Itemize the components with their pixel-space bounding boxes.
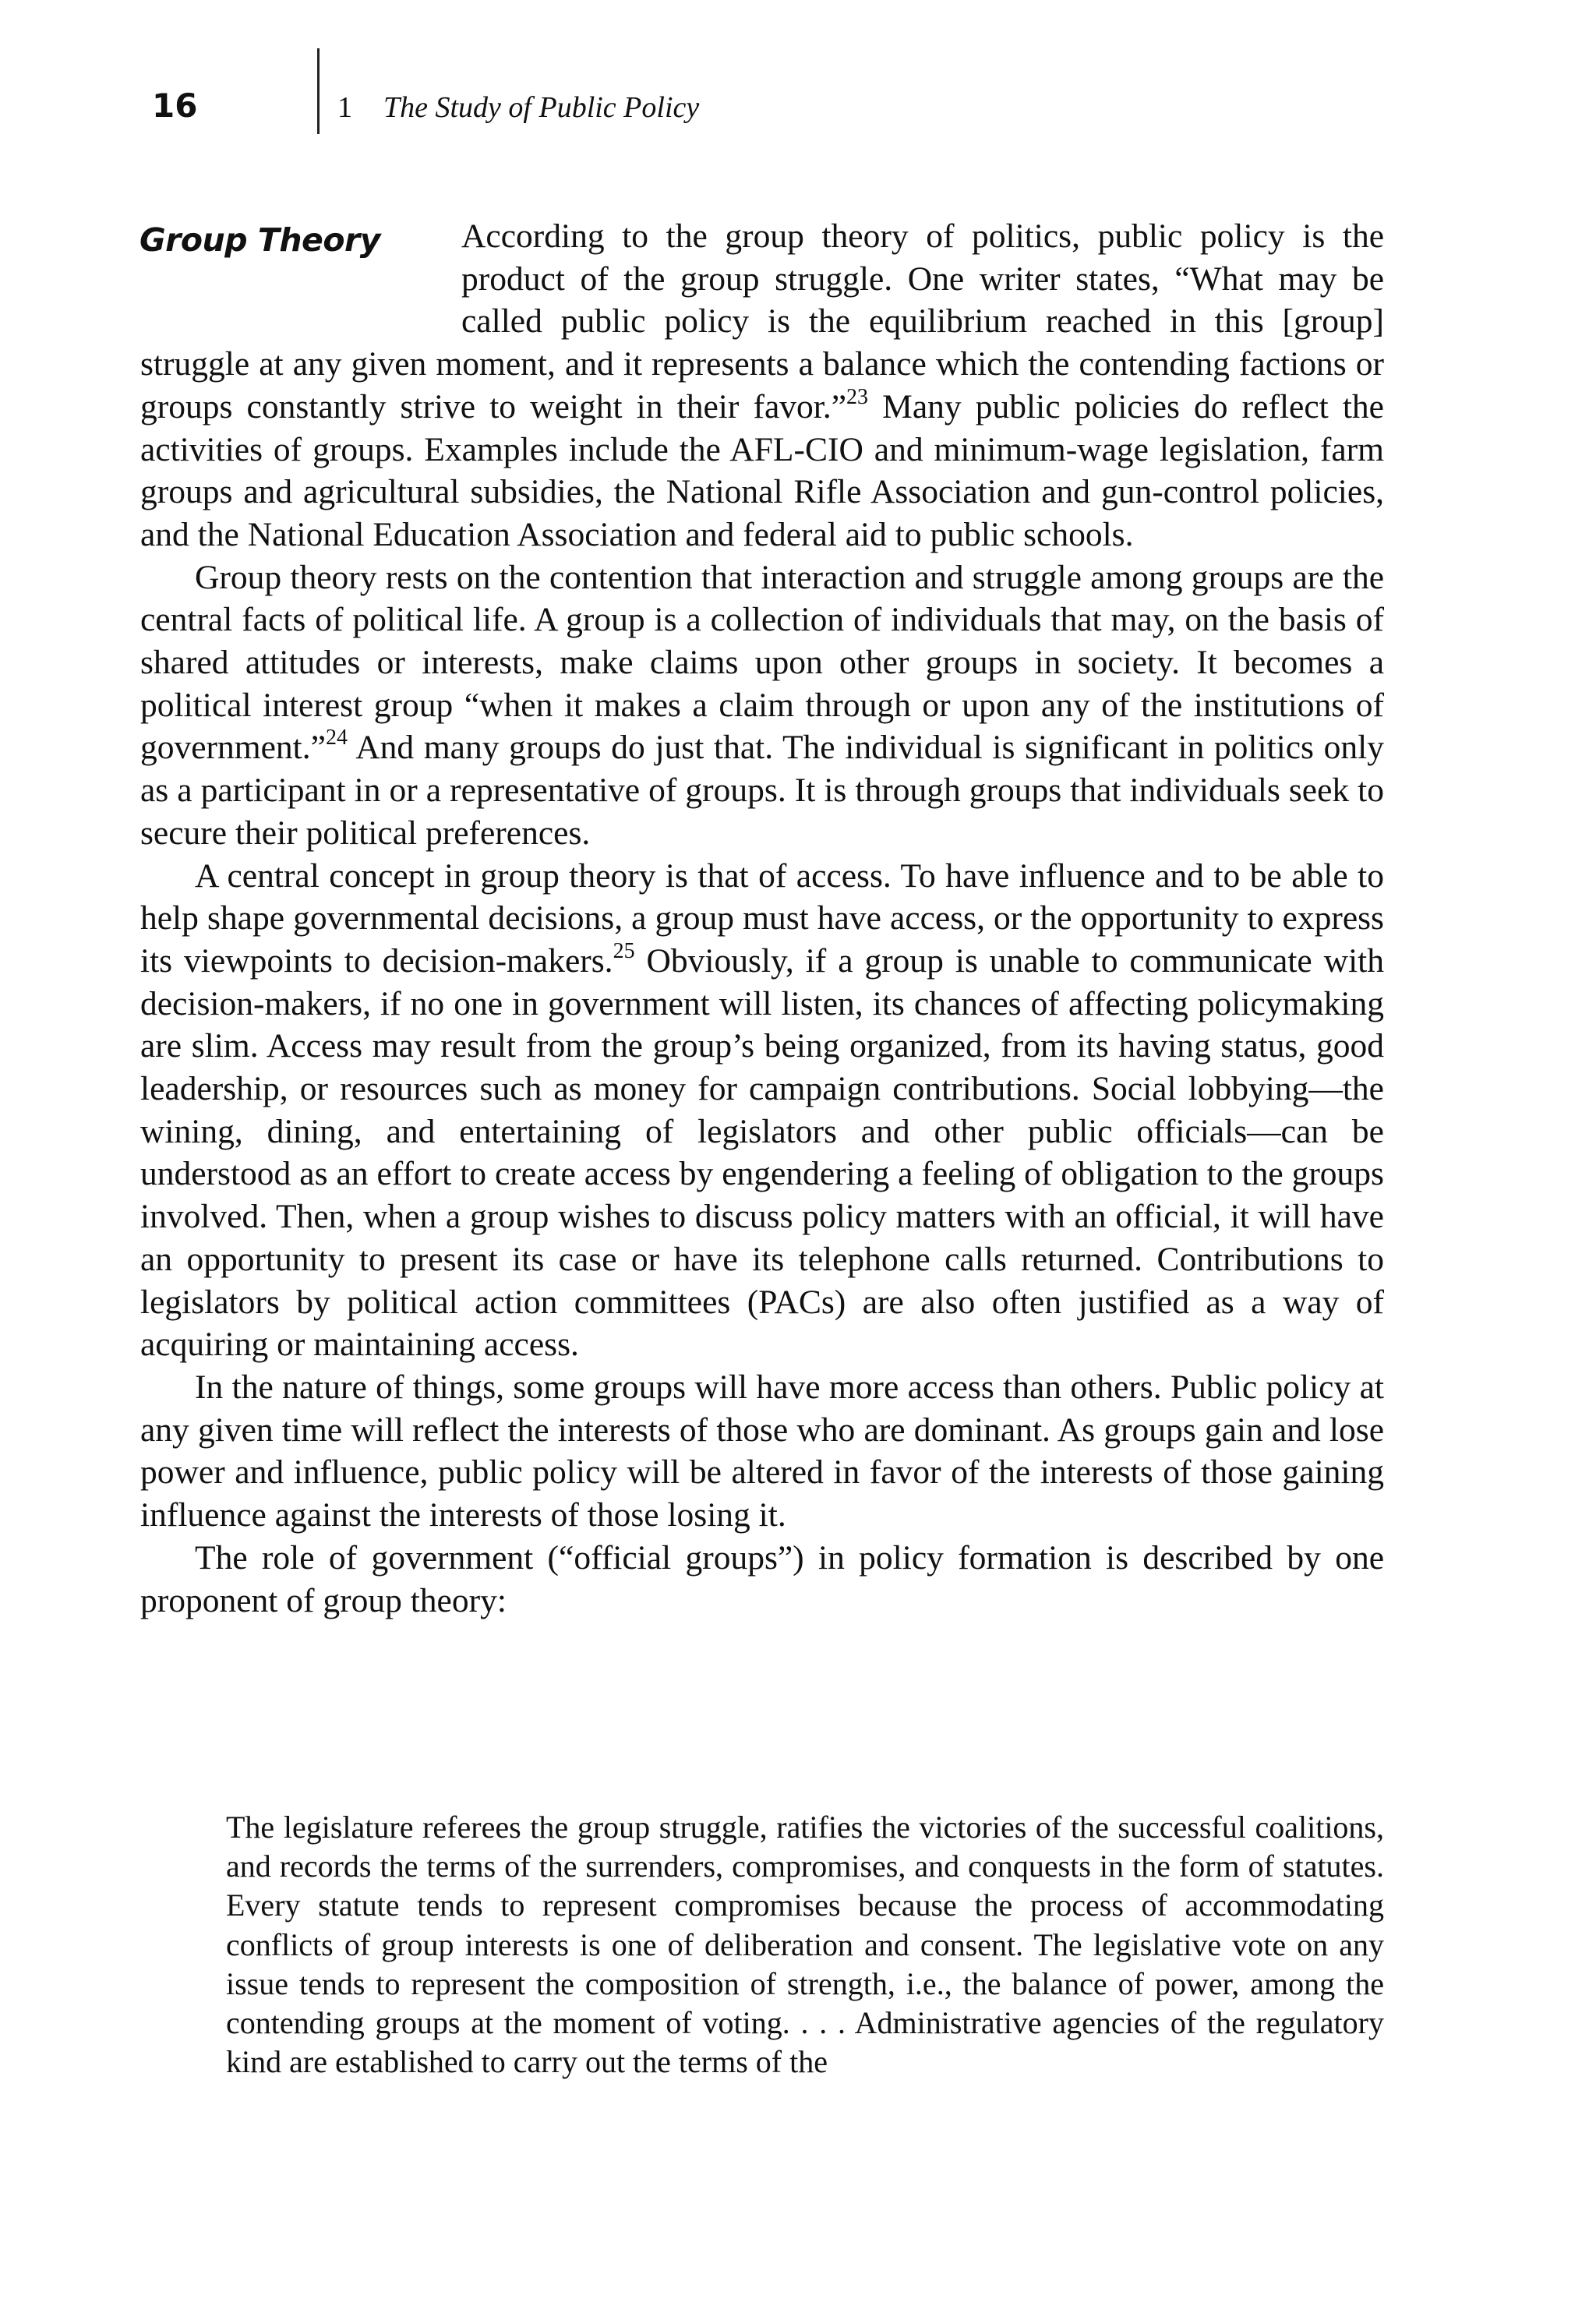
block-quote <box>226 1808 1384 2082</box>
paragraph-3-text-cont: Obviously, if a group is unable to communicate with decision-makers, if no one in government will listen, its chances of affecting policymaking are slim. Access may result from the group’s being organized, from its having status, good leadership, or resources such as money for campaign contributions. Social lobbying—the wining, dining, and entertaining of legislators and other public officials—can be understood as an effort to create access by engendering a feeling of obligation to the groups involved. Then, when a group wishes to discuss policy matters with an official, it will have an opportunity to present its case or have its telephone calls returned. Contributions to legislators by political action committees (PACs) are also often justified as a way of acquiring or maintaining access. <box>140 941 1384 1364</box>
page-number: 16 <box>152 87 198 125</box>
body-text <box>140 215 1384 1622</box>
paragraph-1-text-cont: Many public policies do reflect the activities of groups. Examples include the AFL-CIO and minimum-wage legislation, farm groups and agricultural subsidies, the National Rifle Association and gun-control policies, and the National Education Association and federal aid to public schools. <box>140 387 1384 553</box>
section-heading: Group Theory <box>139 221 380 259</box>
footnote-ref-25: 25 <box>613 938 635 963</box>
paragraph-2-text-cont: And many groups do just that. The individual is significant in politics only as a participant in or a representative of groups. It is through groups that individuals seek to secure their political preferences. <box>140 729 1384 852</box>
paragraph-4: In the nature of things, some groups will have more access than others. Public policy at any given time will reflect the interests of those who are dominant. As groups gain and lose power and influence, public policy will be altered in favor of the interests of those gaining influence against the interests of those losing it. <box>140 1368 1384 1534</box>
paragraph-1-text: According to the group theory of politics, public policy is the product of the group struggle. One writer states, “What may be called public policy is the equilibrium reached in this [group] struggle at any given moment, and it represents a balance which the contending factions or groups constantly strive to weight in their favor.” <box>140 217 1384 426</box>
footnote-ref-23: 23 <box>846 384 869 409</box>
block-quote-text: The legislature referees the group struggle, ratifies the victories of the successful coalitions, and records the terms of the surrenders, compromises, and conquests in the form of statutes. Every statute tends to represent compromises because the process of accommodating conflicts of group interests is one of deliberation and consent. The legislative vote on any issue tends to represent the composition of strength, i.e., the balance of power, among the contending groups at the moment of voting. . . . Administrative agencies of the regulatory kind are established to carry out the terms of the <box>226 1810 1384 2080</box>
header-divider <box>317 48 320 134</box>
paragraph-2 <box>140 556 1384 855</box>
heading-spacer <box>140 215 461 340</box>
chapter-title: The Study of Public Policy <box>383 91 700 124</box>
paragraph-3 <box>140 855 1384 1366</box>
chapter-number: 1 <box>337 91 352 124</box>
paragraph-3-text: A central concept in group theory is that of access. To have influence and to be able to help shape governmental decisions, a group must have access, or the opportunity to express its viewpoints to decision-makers. <box>140 856 1384 980</box>
paragraph-5: The role of government (“official groups”) in policy formation is described by one proponent of group theory: <box>140 1538 1384 1619</box>
footnote-ref-24: 24 <box>325 726 348 750</box>
paragraph-2-text: Group theory rests on the contention that interaction and struggle among groups are the central facts of political life. A group is a collection of individuals that may, on the basis of shared attitudes or interests, make claims upon other groups in society. It becomes a political interest group “when it makes a claim through or upon any of the institutions of government.” <box>140 558 1384 767</box>
